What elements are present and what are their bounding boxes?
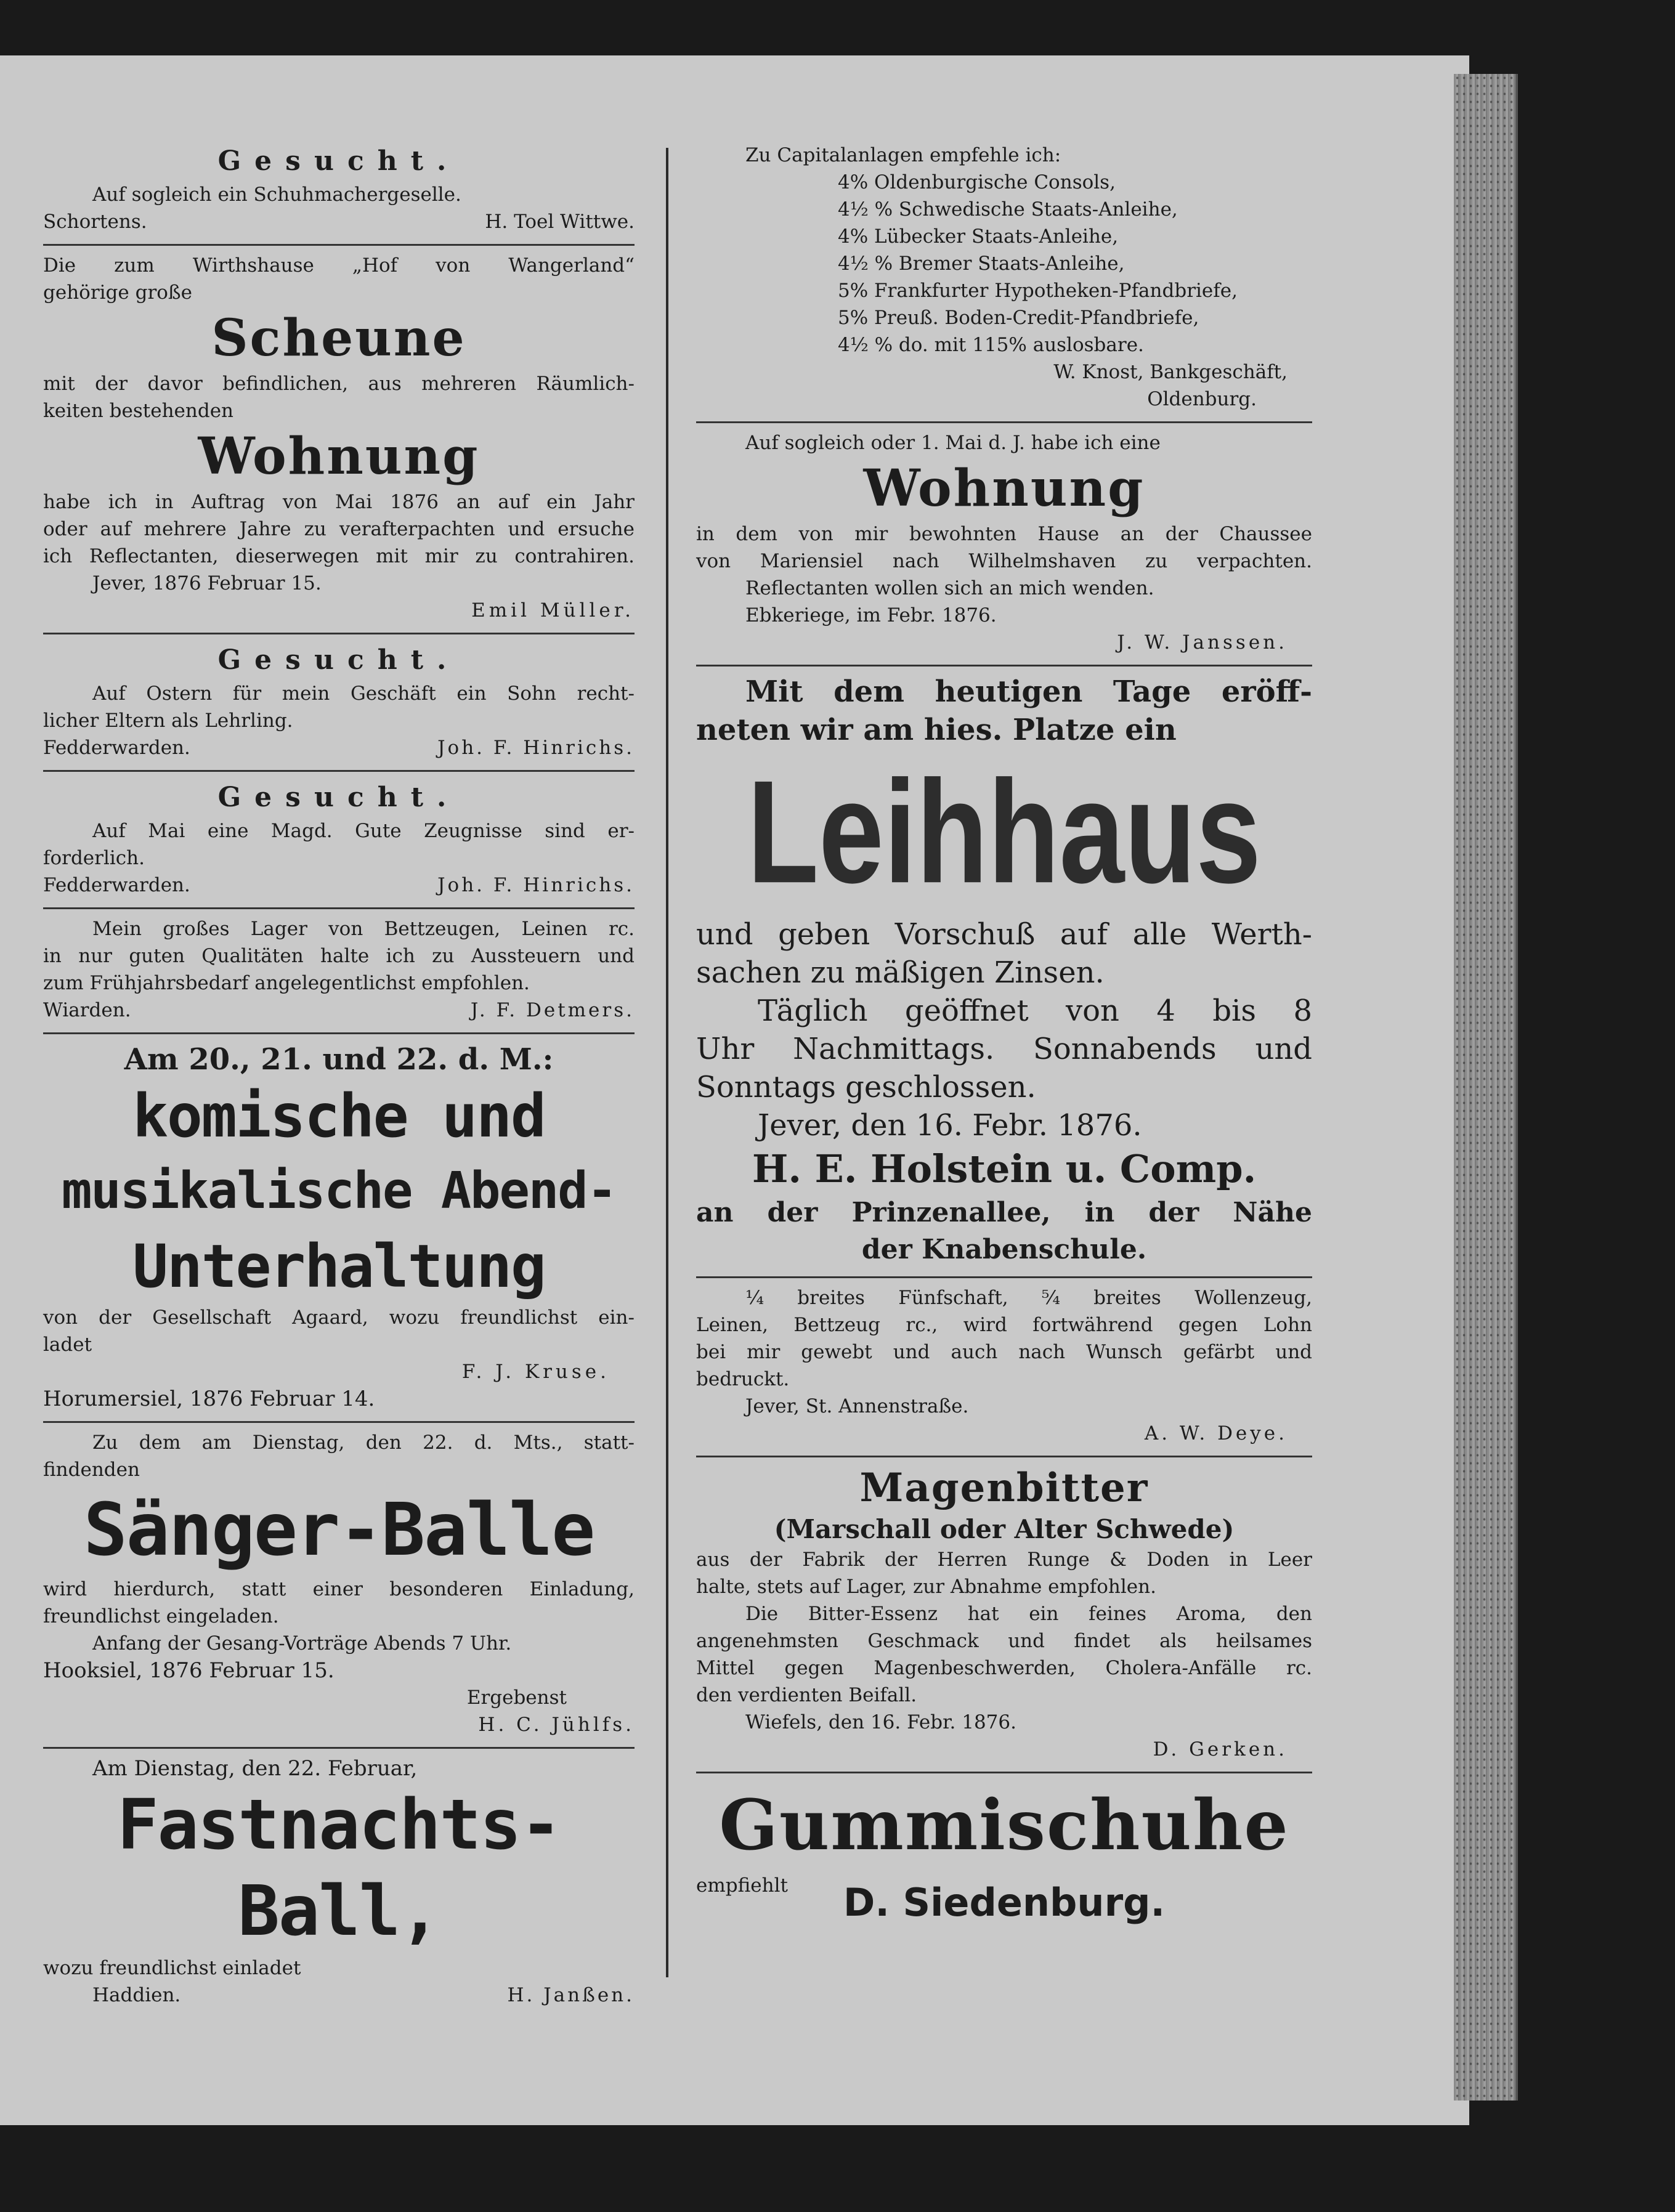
ad-text: angenehmsten Geschmack und findet als heilsames [696,1630,1312,1652]
leihhaus-heading-box [696,749,1312,915]
ad-text: bei mir gewebt und auch nach Wunsch gefärbt und [696,1341,1312,1363]
ad-heading: Scheune [211,309,466,368]
ad-text: Zu dem am Dienstag, den 22. d. Mts., statt- [92,1432,635,1454]
ad-gesucht-schuhmacher [43,136,635,246]
ad-text: zum Frühjahrsbedarf angelegentlichst empfohlen. [43,972,530,994]
ad-signer: F. J. Kruse. [461,1361,610,1383]
ad-heading: komische und [132,1082,545,1151]
ad-signer: J. F. Detmers. [470,999,635,1021]
ad-text: Auf sogleich oder 1. Mai d. J. habe ich eine [745,432,1161,454]
column-divider [666,148,668,1977]
ad-heading: Fastnachts-Ball, [117,1785,561,1951]
ad-scheune-wohnung [43,246,635,634]
ad-text: von der Gesellschaft Agaard, wozu freundlichst ein- [43,1307,635,1329]
ad-text: neten wir am hies. Platze ein [696,713,1177,747]
ad-signer: Emil Müller. [471,599,635,622]
ad-text: keiten bestehenden [43,400,234,422]
ad-text: Die Bitter-Essenz hat ein feines Aroma, den [745,1603,1312,1625]
list-item: 5% Preuß. Boden-Credit-Pfandbriefe, [838,307,1199,329]
ad-subheading: Am 20., 21. und 22. d. M.: [124,1042,554,1077]
ad-text: Uhr Nachmittags. Sonnabends und [696,1032,1312,1066]
list-item: 4½ % Schwedische Staats-Anleihe, [838,198,1178,221]
ad-footer [43,872,635,899]
ad-text: ladet [43,1334,92,1356]
ad-text: mit der davor befindlichen, aus mehreren Räumlich- [43,373,635,395]
ad-text: an der Prinzenallee, in der Nähe [696,1197,1312,1228]
ad-text: findenden [43,1459,140,1481]
ad-text: Leinen, Bettzeug rc., wird fortwährend gegen Lohn [696,1314,1312,1336]
ad-heading: Gesucht. [217,145,460,177]
ad-footer [43,997,635,1024]
list-item: 4% Lübecker Staats-Anleihe, [838,225,1119,248]
ad-text: Täglich geöffnet von 4 bis 8 [758,994,1312,1028]
ad-text: habe ich in Auftrag von Mai 1876 an auf ein Jahr [43,491,635,513]
ad-wohnung-mariensiel [696,423,1312,666]
ad-city: Oldenburg. [1147,388,1257,410]
ad-footer [43,734,635,761]
ad-text: Auf sogleich ein Schuhmachergeselle. [92,184,461,206]
ad-signer: H. Janßen. [507,1984,635,2006]
ad-text: Auf Mai eine Magd. Gute Zeugnisse sind er- [92,820,635,842]
ad-date: Horumersiel, 1876 Februar 14. [43,1387,375,1411]
left-column [43,136,635,2017]
ad-text: forderlich. [43,847,145,869]
ad-signer: Joh. F. Hinrichs. [437,737,635,759]
ad-place: Haddien. [92,1984,181,2006]
ad-signer: A. W. Deye. [1144,1422,1288,1444]
ad-leihhaus [696,666,1312,1278]
ad-text: empfiehlt [696,1874,788,1897]
ad-gummischuhe [696,1773,1312,1934]
list-item: 4% Oldenburgische Consols, [838,171,1116,193]
ad-heading: Leihhaus [747,750,1262,914]
ad-footer [43,208,635,235]
ad-magenbitter [696,1457,1312,1773]
ad-text: gehörige große [43,282,192,304]
ad-heading: musikalische Abend- [62,1162,616,1220]
ad-closing: Ergebenst [466,1687,567,1709]
spine-texture [1454,74,1515,2101]
ad-weberei [696,1278,1312,1457]
ad-text: in nur guten Qualitäten halte ich zu Aussteuern und [43,945,635,967]
ad-text: Reflectanten wollen sich an mich wenden. [745,577,1154,599]
list-item: 5% Frankfurter Hypotheken-Pfandbriefe, [838,280,1238,302]
ad-text: Am Dienstag, den 22. Februar, [92,1756,418,1781]
ad-signer: J. W. Janssen. [1117,631,1288,654]
list-item: 4½ % Bremer Staats-Anleihe, [838,253,1125,275]
list-item: 4½ % do. mit 115% auslosbare. [838,334,1144,356]
ad-place: Jever, St. Annenstraße. [745,1395,969,1417]
ad-place: Wiarden. [43,999,131,1021]
ad-text: Mittel gegen Magenbeschwerden, Cholera-Anfälle rc. [696,1657,1312,1679]
ad-signer: D. Gerken. [1153,1738,1288,1760]
ad-text: Die zum Wirthshause „Hof von Wangerland“ [43,254,635,277]
ad-text: Zu Capitalanlagen empfehle ich: [745,144,1061,166]
ad-signer: W. Knost, Bankgeschäft, [1053,361,1288,383]
ad-text: freundlichst eingeladen. [43,1605,279,1627]
ad-text: in dem von mir bewohnten Hause an der Chaussee [696,523,1312,545]
ad-date: Jever, den 16. Febr. 1876. [758,1108,1142,1143]
ad-text: aus der Fabrik der Herren Runge & Doden in Leer [696,1549,1312,1571]
ad-gesucht-lehrling [43,634,635,772]
ad-heading: Gesucht. [217,782,460,813]
ad-signer: Joh. F. Hinrichs. [437,874,635,896]
ad-subheading: (Marschall oder Alter Schwede) [774,1514,1235,1544]
ad-heading: Wohnung [198,427,480,486]
ad-text: ich Reflectanten, dieserwegen mit mir zu contrahiren. [43,545,635,567]
ad-date: Jever, 1876 Februar 15. [92,572,322,594]
book-spine [1454,74,1518,2101]
ad-heading: Magenbitter [859,1465,1149,1511]
ad-text: Anfang der Gesang-Vorträge Abends 7 Uhr. [92,1632,512,1655]
ad-heading: Gummischuhe [719,1785,1289,1866]
ad-text: bedruckt. [696,1368,790,1390]
ad-text: und geben Vorschuß auf alle Werth- [696,917,1312,952]
ad-text: halte, stets auf Lager, zur Abnahme empfohlen. [696,1576,1156,1598]
ad-text: sachen zu mäßigen Zinsen. [696,955,1105,990]
ad-bettzeug [43,909,635,1034]
ad-text: oder auf mehrere Jahre zu verafterpachten und ersuche [43,518,635,540]
ad-footer [43,1982,635,2009]
ad-fastnachts-ball [43,1749,635,2017]
ad-capitalanlagen [696,136,1312,423]
ad-place: Schortens. [43,211,147,233]
ad-date: Wiefels, den 16. Febr. 1876. [745,1711,1016,1733]
ad-text: Auf Ostern für mein Geschäft ein Sohn recht- [92,683,635,705]
ad-firm: H. E. Holstein u. Comp. [752,1146,1257,1191]
ad-signer: H. C. Jühlfs. [478,1714,635,1736]
ad-date: Ebkeriege, im Febr. 1876. [745,604,997,626]
ad-text: Mit dem heutigen Tage eröff- [745,675,1312,709]
ad-text: von Mariensiel nach Wilhelmshaven zu verpachten. [696,550,1312,572]
ad-signer: H. Toel Wittwe. [485,211,635,233]
ad-place: Fedderwarden. [43,874,190,896]
ad-heading: Gesucht. [217,644,460,676]
ad-text: licher Eltern als Lehrling. [43,710,293,732]
ad-heading: Unterhaltung [132,1232,545,1301]
ad-abendunterhaltung [43,1034,635,1423]
ad-date: Hooksiel, 1876 Februar 15. [43,1658,335,1683]
ad-heading: Wohnung [863,459,1145,518]
ad-text: den verdienten Beifall. [696,1684,917,1706]
ad-text: ¼ breites Fünfschaft, ⁵⁄₄ breites Wollenzeug, [745,1287,1312,1309]
right-column [696,136,1312,1934]
ad-text: Mein großes Lager von Bettzeugen, Leinen rc. [92,918,635,940]
ad-text: Sonntags geschlossen. [696,1070,1036,1104]
ad-heading: Sänger-Balle [83,1487,594,1572]
ad-signer: D. Siedenburg. [843,1880,1166,1925]
ad-place: Fedderwarden. [43,737,190,759]
ad-saenger-balle [43,1423,635,1749]
ad-text: der Knabenschule. [861,1234,1147,1265]
ad-gesucht-magd [43,772,635,909]
ad-text: wozu freundlichst einladet [43,1957,301,1979]
ad-text: wird hierdurch, statt einer besonderen Einladung, [43,1578,635,1600]
